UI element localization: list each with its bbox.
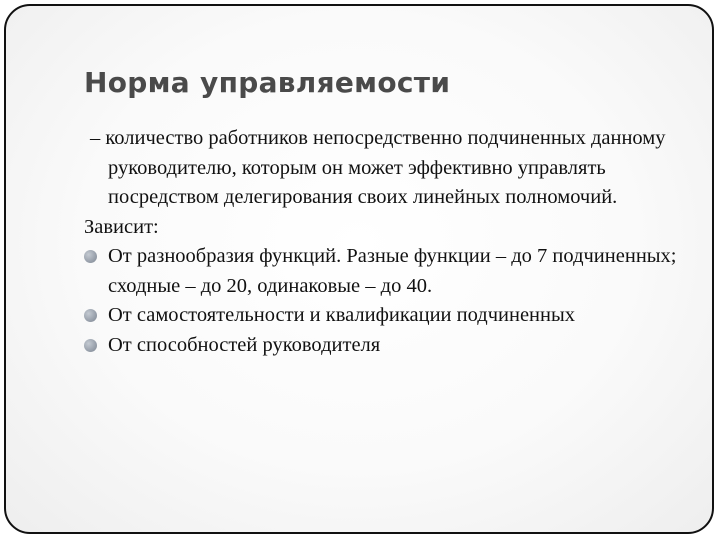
bullet-list: [84, 242, 694, 360]
bullet-text: От способностей руководителя: [108, 333, 381, 356]
definition-text: – количество работников непосредственно подчиненных данному руководителю, которым он может эффективно управлять посредством делегирования своих линейных полномочий.: [90, 127, 666, 208]
slide-content: [84, 124, 694, 360]
circle-bullet-icon: [84, 250, 97, 263]
bullet-item: [84, 242, 694, 301]
depends-label: Зависит:: [84, 215, 159, 238]
slide-title: Норма управляемости: [84, 66, 451, 99]
bullet-item: [84, 331, 694, 361]
bullet-text: От разнообразия функций. Разные функции – до 7 подчиненных; сходные – до 20, одинаковые – до 40.: [108, 245, 677, 297]
circle-bullet-icon: [84, 309, 97, 322]
bullet-item: [84, 301, 694, 331]
slide: [4, 4, 714, 534]
circle-bullet-icon: [84, 339, 97, 352]
bullet-text: От самостоятельности и квалификации подчиненных: [108, 304, 576, 326]
